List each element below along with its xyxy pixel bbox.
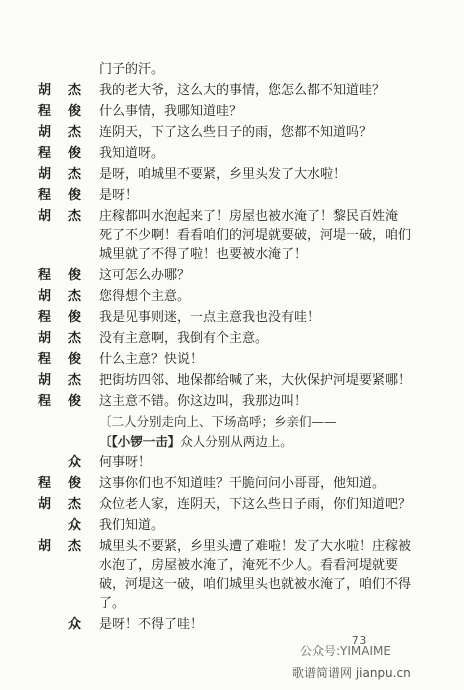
stage-direction-text: 众人分别从两边上。 bbox=[180, 434, 293, 449]
dialogue-text: 这可怎么办哪？ bbox=[99, 268, 191, 283]
dialogue-continuation: 门子的汗。 bbox=[99, 62, 165, 77]
gong-cue: 〔【小锣一击】 bbox=[99, 434, 181, 449]
dialogue-text: 把街坊四邻、地保都给喊了来，大伙保护河堤要紧哪！ bbox=[99, 373, 412, 388]
dialogue-text: 连阴天，下了这么些日子的雨，您都不知道吗？ bbox=[99, 125, 373, 140]
stage-direction: 〔二人分别走向上、下场高呼；乡亲们—— bbox=[99, 414, 337, 429]
dialogue-text: 何事呀！ bbox=[99, 455, 152, 470]
dialogue-text: 我知道呀。 bbox=[99, 146, 165, 161]
dialogue-text: 是呀！ bbox=[99, 188, 139, 203]
dialogue-text: 庄稼都叫水泡起来了！房屋也被水淹了！黎民百姓淹 bbox=[99, 209, 399, 224]
page-number: 73 bbox=[352, 634, 368, 647]
watermark-site: 歌谱简谱网 jianpu.cn bbox=[292, 666, 411, 680]
dialogue-continuation: 水泡了，房屋被水淹了，淹死不少人。看看河堤就要 bbox=[99, 558, 399, 573]
dialogue-text: 我是见事则迷，一点主意我也没有哇！ bbox=[99, 310, 321, 325]
dialogue-text: 是呀，咱城里不要紧，乡里头发了大水啦！ bbox=[99, 167, 347, 182]
dialogue-text: 什么事情，我哪知道哇？ bbox=[99, 104, 243, 119]
dialogue-text: 没有主意啊，我倒有个主意。 bbox=[99, 331, 269, 346]
dialogue-text: 您得想个主意。 bbox=[99, 289, 191, 304]
dialogue-text: 是呀！不得了哇！ bbox=[99, 617, 204, 632]
dialogue-text: 我们知道。 bbox=[99, 518, 165, 533]
dialogue-text: 什么主意？快说！ bbox=[99, 352, 204, 367]
watermark-wechat: 公众号:YIMAIME bbox=[300, 644, 391, 658]
dialogue-continuation: 了。 bbox=[99, 596, 126, 611]
dialogue-text: 这事你们也不知道哇？干脆问问小哥哥，他知道。 bbox=[99, 476, 386, 491]
dialogue-text: 我的老大爷，这么大的事情，您怎么都不知道哇？ bbox=[99, 83, 386, 98]
dialogue-continuation: 城里就了不得了啦！也要被水淹了！ bbox=[99, 247, 308, 262]
stage-direction bbox=[99, 434, 293, 450]
dialogue-text: 城里头不要紧，乡里头遭了难啦！发了大水啦！庄稼被 bbox=[99, 539, 412, 554]
dialogue-text: 这主意不错。你这边叫，我那边叫！ bbox=[99, 394, 308, 409]
dialogue-continuation: 破，河堤这一破，咱们城里头也就被水淹了，咱们不得 bbox=[99, 577, 412, 592]
document-page: 门子的汗。 胡 杰 我的老大爷，这么大的事情，您怎么都不知道哇？ 程 俊 什么事情，我哪知道哇？ 胡 杰 连阴天，下了这么些日子的雨，您都不知道吗？ 程 俊 我知道呀。 胡 杰 是呀，咱城里不要紧，乡里头发了大水啦！ 程 俊 是呀！ 胡 杰 庄稼都叫水泡起来了！房屋也被水淹了！黎民百姓淹 死了不少啊！看看咱们的河堤就要破，河堤一破，咱们 城里就了不得了啦！也要被水淹了！ 程 俊 这可怎么办哪？ 胡 杰 您得想个主意。 程 俊 我是见事则迷，一点主意我也没有哇！ 胡 杰 没有主意啊，我倒有个主意。 程 俊 什么主意？快说！ 胡 杰 把街坊四邻、地保都给喊了来，大伙保护河堤要紧哪！ 程 俊 这主意不错。你这边叫，我那边叫！ 〔二人分别走向上、下场高呼；乡亲们—— 〔【小锣一击】众人分别从两边上。 众 何事呀！ 程 俊 这事你们也不知道哇？干脆问问小哥哥，他知道。 胡 杰 众位老人家，连阴天，下这么些日子雨，你们知道吧？ 众 我们知道。 胡 杰 城里头不要紧，乡里头遭了难啦！发了大水啦！庄稼被 水泡了，房屋被水淹了，淹死不少人。看看河堤就要 破，河堤这一破，咱们城里头也就被水淹了，咱们不得 了。 众 是呀！不得了哇！ 73 公众号:YIMAIME 歌谱简谱网 jianpu.cn bbox=[38, 62, 412, 680]
dialogue-continuation: 死了不少啊！看看咱们的河堤就要破，河堤一破，咱们 bbox=[99, 228, 412, 243]
dialogue-text: 众位老人家，连阴天，下这么些日子雨，你们知道吧？ bbox=[99, 497, 412, 512]
